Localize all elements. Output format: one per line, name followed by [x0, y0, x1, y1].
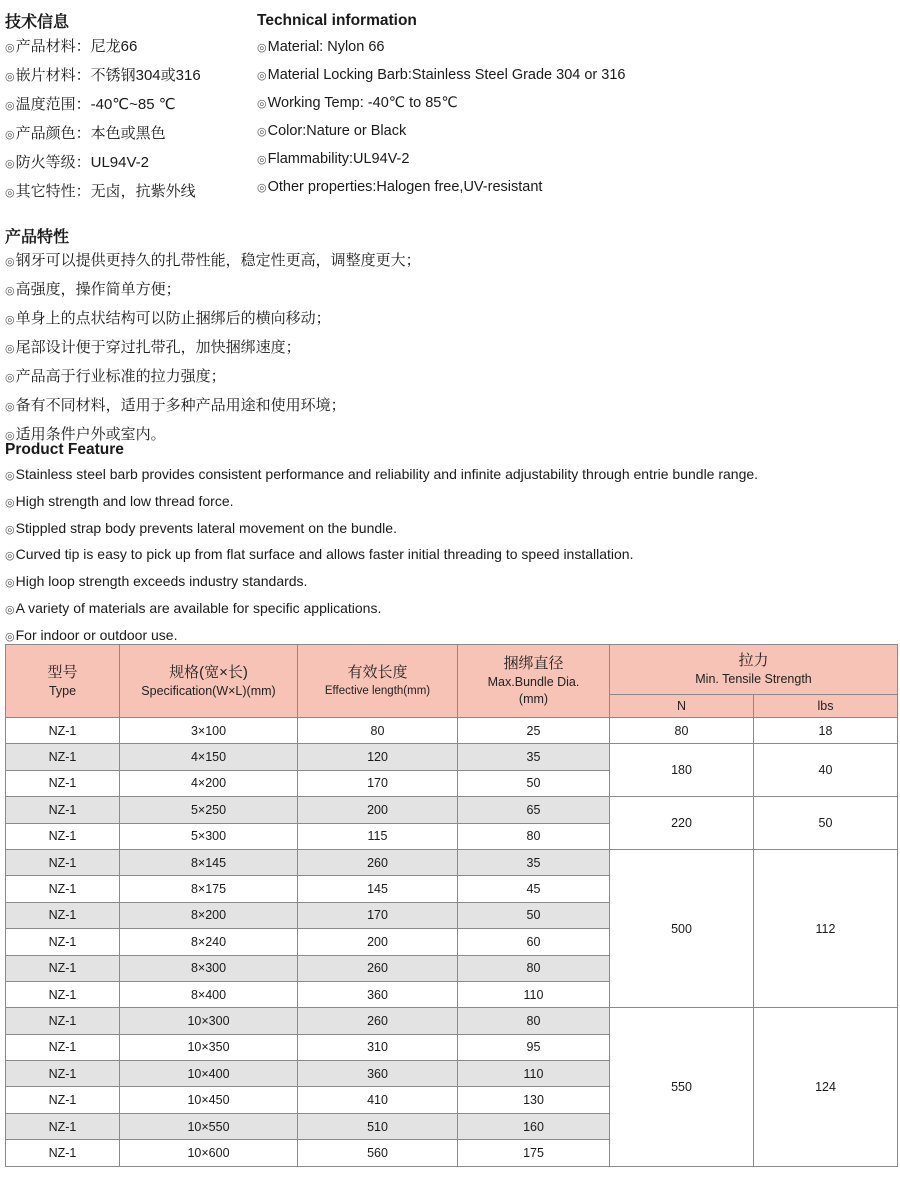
bullet-icon: ◎ [5, 256, 15, 268]
bullet-icon: ◎ [5, 577, 15, 590]
bullet-icon: ◎ [5, 42, 15, 54]
list-item [5, 247, 421, 276]
table-row [6, 849, 898, 875]
bundle-dia-cell: 50 [458, 902, 610, 928]
table-row [6, 718, 898, 744]
bundle-dia-cell: 35 [458, 849, 610, 875]
bullet-icon: ◎ [5, 285, 15, 297]
header-spec-cn: 规格(宽×长) [169, 663, 248, 681]
bullet-icon: ◎ [257, 70, 267, 82]
effective-length-cell: 120 [298, 744, 458, 770]
bullet-icon: ◎ [5, 343, 15, 355]
list-item-text: Material Locking Barb:Stainless Steel Grade 304 or 316 [267, 67, 626, 83]
feature-en-title: Product Feature [5, 441, 124, 458]
effective-length-cell: 410 [298, 1087, 458, 1113]
header-tensile [610, 645, 898, 695]
bundle-dia-cell: 60 [458, 929, 610, 955]
bundle-dia-cell: 65 [458, 797, 610, 823]
list-item-text: 高强度，操作简单方便； [15, 281, 181, 298]
list-item-text: 防火等级：UL94V-2 [15, 154, 149, 171]
bullet-icon: ◎ [5, 71, 15, 83]
type-cell: NZ-1 [6, 981, 120, 1007]
tech-cn-list [5, 33, 201, 207]
effective-length-cell: 80 [298, 718, 458, 744]
list-item [5, 305, 421, 334]
table-row [6, 1008, 898, 1034]
list-item [5, 516, 758, 543]
bundle-dia-cell: 175 [458, 1140, 610, 1166]
spec-cell: 10×450 [120, 1087, 298, 1113]
type-cell: NZ-1 [6, 823, 120, 849]
bullet-icon: ◎ [5, 496, 15, 509]
header-spec-en: Specification(W×L)(mm) [141, 683, 276, 698]
list-item [5, 392, 421, 421]
effective-length-cell: 510 [298, 1113, 458, 1139]
header-dia-unit: (mm) [518, 692, 549, 706]
type-cell: NZ-1 [6, 718, 120, 744]
type-cell: NZ-1 [6, 849, 120, 875]
spec-cell: 5×250 [120, 797, 298, 823]
spec-cell: 10×350 [120, 1034, 298, 1060]
effective-length-cell: 260 [298, 849, 458, 875]
list-item [257, 118, 625, 146]
bundle-dia-cell: 110 [458, 981, 610, 1007]
type-cell: NZ-1 [6, 1113, 120, 1139]
spec-table [5, 644, 898, 1167]
bullet-icon: ◎ [257, 126, 267, 138]
bullet-icon: ◎ [5, 158, 15, 170]
list-item-text: Stippled strap body prevents lateral movement on the bundle. [15, 519, 397, 536]
tensile-lbs-cell: 124 [754, 1008, 898, 1166]
spec-cell: 4×150 [120, 744, 298, 770]
list-item-text: Flammability:UL94V-2 [267, 151, 410, 167]
bullet-icon: ◎ [5, 129, 15, 141]
list-item-text: For indoor or outdoor use. [15, 626, 178, 643]
table-row [6, 797, 898, 823]
header-dia-en: Max.Bundle Dia. [487, 675, 580, 689]
spec-cell: 8×200 [120, 902, 298, 928]
list-item [5, 91, 201, 120]
bullet-icon: ◎ [257, 154, 267, 166]
type-cell: NZ-1 [6, 1140, 120, 1166]
type-cell: NZ-1 [6, 744, 120, 770]
effective-length-cell: 360 [298, 981, 458, 1007]
bullet-icon: ◎ [257, 182, 267, 194]
bundle-dia-cell: 130 [458, 1087, 610, 1113]
effective-length-cell: 260 [298, 1008, 458, 1034]
header-dia-cn: 捆绑直径 [503, 655, 564, 672]
spec-cell: 10×400 [120, 1061, 298, 1087]
spec-cell: 8×175 [120, 876, 298, 902]
list-item-text: 产品颜色：本色或黑色 [15, 125, 166, 142]
tensile-n-cell: 180 [610, 744, 754, 797]
list-item [5, 462, 758, 489]
tech-en-list [257, 34, 625, 202]
tensile-lbs-cell: 18 [754, 718, 898, 744]
list-item [5, 363, 421, 392]
effective-length-cell: 260 [298, 955, 458, 981]
type-cell: NZ-1 [6, 797, 120, 823]
list-item [5, 62, 201, 91]
tech-en-title: Technical information [257, 12, 417, 29]
spec-cell: 10×550 [120, 1113, 298, 1139]
list-item [5, 276, 421, 305]
list-item-text: Other properties:Halogen free,UV-resistant [267, 179, 543, 195]
bullet-icon: ◎ [257, 98, 267, 110]
list-item-text: A variety of materials are available for specific applications. [15, 599, 382, 616]
spec-cell: 4×200 [120, 770, 298, 796]
header-ts-en: Min. Tensile Strength [695, 672, 812, 686]
list-item-text: 其它特性：无卤，抗紫外线 [15, 183, 196, 200]
header-type-en: Type [48, 683, 77, 698]
bundle-dia-cell: 95 [458, 1034, 610, 1060]
list-item-text: 尾部设计便于穿过扎带孔，加快捆绑速度； [15, 339, 301, 356]
list-item [5, 334, 421, 363]
header-bundle-dia [458, 645, 610, 718]
bullet-icon: ◎ [5, 470, 15, 482]
list-item-text: 适用条件户外或室内。 [15, 426, 166, 443]
tensile-lbs-cell: 40 [754, 744, 898, 797]
list-item [5, 542, 758, 569]
list-item [5, 33, 201, 62]
list-item-text: 备有不同材料，适用于多种产品用途和使用环境； [15, 397, 346, 414]
header-spec [120, 645, 298, 718]
tensile-n-cell: 220 [610, 797, 754, 850]
list-item-text: High loop strength exceeds industry standards. [15, 573, 308, 590]
feature-cn-title: 产品特性 [5, 229, 70, 246]
list-item-text: Color:Nature or Black [267, 123, 407, 139]
list-item-text: 单身上的点状结构可以防止捆绑后的横向移动； [15, 310, 331, 327]
list-item [5, 489, 758, 516]
bullet-icon: ◎ [5, 314, 15, 326]
bundle-dia-cell: 80 [458, 1008, 610, 1034]
list-item [257, 62, 625, 90]
spec-cell: 5×300 [120, 823, 298, 849]
tensile-n-cell: 550 [610, 1008, 754, 1166]
type-cell: NZ-1 [6, 876, 120, 902]
list-item-text: 温度范围：-40℃~85 ℃ [15, 96, 176, 113]
effective-length-cell: 360 [298, 1061, 458, 1087]
type-cell: NZ-1 [6, 902, 120, 928]
header-type [6, 645, 120, 718]
bullet-icon: ◎ [5, 372, 15, 384]
spec-cell: 8×240 [120, 929, 298, 955]
bullet-icon: ◎ [5, 603, 15, 616]
effective-length-cell: 170 [298, 770, 458, 796]
list-item [5, 569, 758, 596]
effective-length-cell: 170 [298, 902, 458, 928]
type-cell: NZ-1 [6, 1061, 120, 1087]
header-eff-cn: 有效长度 [347, 663, 408, 681]
list-item-text: 产品高于行业标准的拉力强度； [15, 368, 226, 385]
list-item [5, 596, 758, 623]
spec-cell: 8×400 [120, 981, 298, 1007]
bundle-dia-cell: 35 [458, 744, 610, 770]
header-type-cn: 型号 [47, 663, 78, 681]
header-ts-cn: 拉力 [738, 652, 769, 669]
header-eff-en: Effective length(mm) [324, 684, 431, 697]
bundle-dia-cell: 45 [458, 876, 610, 902]
list-item [5, 178, 201, 207]
bullet-icon: ◎ [5, 430, 15, 442]
tensile-n-cell: 80 [610, 718, 754, 744]
effective-length-cell: 115 [298, 823, 458, 849]
spec-cell: 8×300 [120, 955, 298, 981]
bundle-dia-cell: 160 [458, 1113, 610, 1139]
bundle-dia-cell: 80 [458, 823, 610, 849]
list-item-text: Stainless steel barb provides consistent performance and reliability and infinite adjustability through entrie bundle range. [15, 466, 759, 482]
bundle-dia-cell: 25 [458, 718, 610, 744]
bullet-icon: ◎ [5, 187, 15, 199]
list-item-text: 钢牙可以提供更持久的扎带性能，稳定性更高，调整度更大； [15, 252, 421, 269]
bullet-icon: ◎ [5, 523, 15, 536]
tech-cn-title: 技术信息 [5, 14, 70, 31]
bullet-icon: ◎ [5, 550, 15, 563]
list-item-text: 嵌片材料：不锈钢304或316 [15, 67, 201, 84]
list-item-text: Working Temp: -40℃ to 85℃ [267, 95, 458, 111]
type-cell: NZ-1 [6, 1008, 120, 1034]
header-lbs: lbs [754, 695, 898, 718]
effective-length-cell: 310 [298, 1034, 458, 1060]
header-effective-length [298, 645, 458, 718]
list-item [257, 146, 625, 174]
list-item [257, 174, 625, 202]
effective-length-cell: 145 [298, 876, 458, 902]
effective-length-cell: 200 [298, 797, 458, 823]
effective-length-cell: 200 [298, 929, 458, 955]
type-cell: NZ-1 [6, 929, 120, 955]
table-row [6, 744, 898, 770]
spec-cell: 10×600 [120, 1140, 298, 1166]
bullet-icon: ◎ [5, 401, 15, 413]
tensile-lbs-cell: 112 [754, 849, 898, 1007]
list-item [257, 34, 625, 62]
list-item-text: 产品材料：尼龙66 [15, 38, 138, 55]
bullet-icon: ◎ [5, 100, 15, 112]
list-item-text: Curved tip is easy to pick up from flat surface and allows faster initial threading to speed installation. [15, 546, 634, 563]
bullet-icon: ◎ [257, 42, 267, 54]
bundle-dia-cell: 110 [458, 1061, 610, 1087]
tensile-lbs-cell: 50 [754, 797, 898, 850]
bundle-dia-cell: 50 [458, 770, 610, 796]
list-item-text: Material: Nylon 66 [267, 39, 385, 55]
bundle-dia-cell: 80 [458, 955, 610, 981]
list-item [257, 90, 625, 118]
list-item-text: High strength and low thread force. [15, 492, 234, 509]
spec-cell: 3×100 [120, 718, 298, 744]
spec-cell: 10×300 [120, 1008, 298, 1034]
tensile-n-cell: 500 [610, 849, 754, 1007]
feature-en-list [5, 462, 758, 650]
header-n: N [610, 695, 754, 718]
bullet-icon: ◎ [5, 630, 15, 643]
type-cell: NZ-1 [6, 1087, 120, 1113]
spec-table-body [6, 718, 898, 1167]
type-cell: NZ-1 [6, 770, 120, 796]
spec-cell: 8×145 [120, 849, 298, 875]
list-item [5, 149, 201, 178]
type-cell: NZ-1 [6, 1034, 120, 1060]
feature-cn-list [5, 247, 421, 450]
effective-length-cell: 560 [298, 1140, 458, 1166]
list-item [5, 120, 201, 149]
type-cell: NZ-1 [6, 955, 120, 981]
